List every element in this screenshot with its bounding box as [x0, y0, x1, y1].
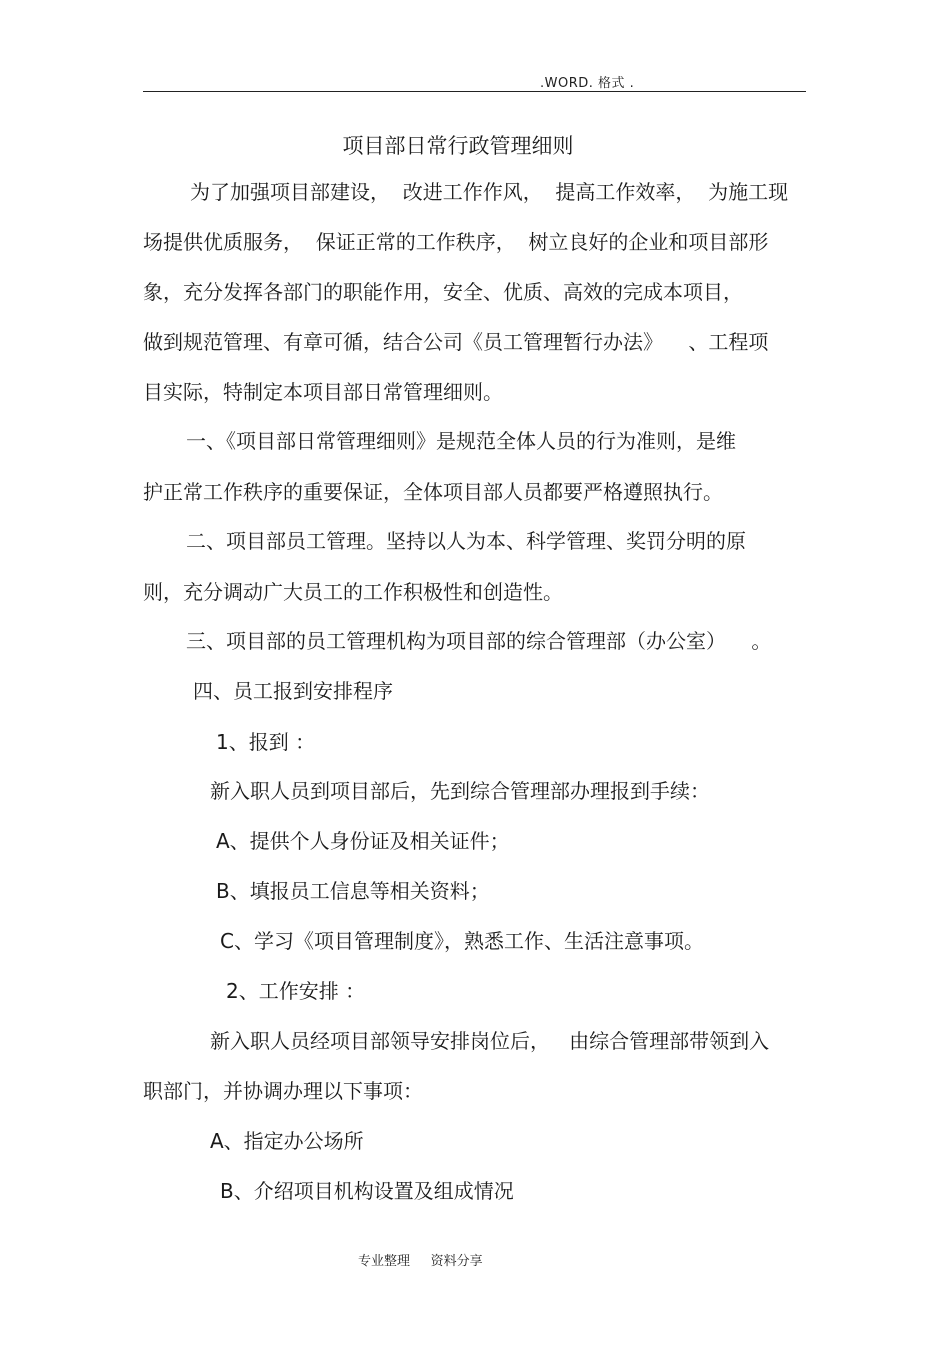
page-header-text: .WORD. 格式 .	[540, 76, 635, 91]
body-line: 一、《项目部日常管理细则》是规范全体人员的行为准则，是维	[186, 429, 736, 453]
list-item: A、指定办公场所	[210, 1129, 364, 1153]
document-title: 项目部日常行政管理细则	[342, 134, 574, 158]
page-footer-text: 专业整理 资料分享	[358, 1254, 483, 1269]
body-line: 目实际，特制定本项目部日常管理细则。	[143, 380, 503, 404]
body-line: 护正常工作秩序的重要保证，全体项目部人员都要严格遵照执行。	[143, 480, 723, 504]
list-item: B、填报员工信息等相关资料；	[216, 879, 490, 903]
body-line: 二、项目部员工管理。坚持以人为本、科学管理、奖罚分明的原	[186, 529, 746, 553]
header-rule	[143, 91, 806, 92]
body-line: 场提供优质服务， 保证正常的工作秩序， 树立良好的企业和项目部形	[143, 230, 769, 254]
body-line: 做到规范管理、有章可循，结合公司《员工管理暂行办法》 、工程项	[143, 330, 769, 354]
body-line: 职部门，并协调办理以下事项：	[143, 1079, 423, 1103]
body-line: 则，充分调动广大员工的工作积极性和创造性。	[143, 580, 563, 604]
body-line: 新入职人员经项目部领导安排岗位后， 由综合管理部带领到入	[210, 1029, 770, 1053]
body-line: 象，充分发挥各部门的职能作用，安全、优质、高效的完成本项目，	[143, 280, 743, 304]
body-line: 为了加强项目部建设， 改进工作作风， 提高工作效率， 为施工现	[190, 180, 789, 204]
list-item: A、提供个人身份证及相关证件；	[216, 829, 510, 853]
subsection-heading: 2、工作安排 ：	[226, 979, 366, 1003]
body-line: 新入职人员到项目部后，先到综合管理部办理报到手续：	[210, 779, 710, 803]
subsection-heading: 1、报到 ：	[216, 730, 316, 754]
list-item: B、介绍项目机构设置及组成情况	[220, 1179, 514, 1203]
list-item: C、学习《项目管理制度》，熟悉工作、生活注意事项。	[220, 929, 704, 953]
body-line: 三、项目部的员工管理机构为项目部的综合管理部（办公室） 。	[186, 629, 772, 653]
section-heading: 四、员工报到安排程序	[193, 679, 393, 703]
